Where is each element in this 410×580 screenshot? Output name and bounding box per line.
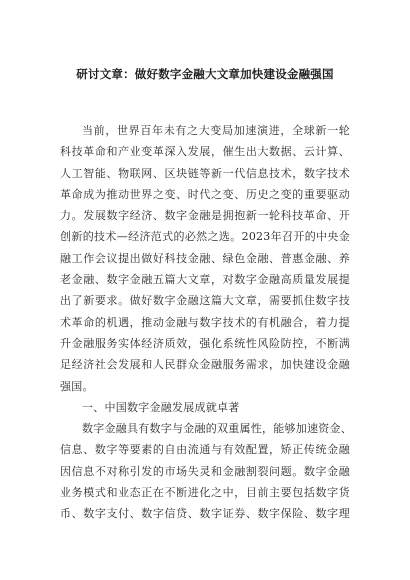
- paragraph-line: 老金融、数字金融五篇大文章，对数字金融高质量发展提: [60, 273, 350, 287]
- section-heading: 一、中国数字金融发展成就卓著: [82, 400, 240, 414]
- paragraph-line: 融工作会议提出做好科技金融、绿色金融、普惠金融、养: [60, 251, 350, 265]
- paragraph-line: 出了新要求。做好数字金融这篇大文章，需要抓住数字技: [60, 294, 350, 308]
- paragraph-line: 币、数字支付、数字信贷、数字证券、数字保险、数字理: [60, 507, 350, 521]
- paragraph-line: 足经济社会发展和人民群众金融服务需求，加快建设金融: [60, 358, 350, 372]
- paragraph-line: 升金融服务实体经济质效，强化系统性风险防控，不断满: [60, 336, 350, 350]
- paragraph-line: 术革命的机遇，推动金融与数字技术的有机融合，着力提: [60, 315, 350, 329]
- paragraph-line: 因信息不对称引发的市场失灵和金融割裂问题。数字金融: [60, 464, 350, 478]
- paragraph-line: 科技革命和产业变革深入发展，催生出大数据、云计算、: [60, 145, 350, 159]
- document-body: [60, 120, 350, 525]
- document-title: 研讨文章：做好数字金融大文章加快建设金融强国: [76, 67, 334, 81]
- paragraph-line: 革命成为推动世界之变、时代之变、历史之变的重要驱动: [60, 187, 350, 201]
- paragraph-line: 力。发展数字经济、数字金融是拥抱新一轮科技革命、开: [60, 209, 350, 223]
- paragraph-line: 数字金融具有数字与金融的双重属性，能够加速资金、: [82, 422, 352, 436]
- paragraph-line: 当前，世界百年未有之大变局加速演进，全球新一轮: [82, 124, 350, 137]
- paragraph-line: 业务模式和业态正在不断进化之中，目前主要包括数字货: [60, 486, 350, 500]
- paragraph-line: 人工智能、物联网、区块链等新一代信息技术，数字技术: [60, 166, 350, 180]
- paragraph-line: 强国。: [60, 379, 94, 393]
- paragraph-line: 信息、数字等要素的自由流通与有效配置，矫正传统金融: [60, 443, 350, 457]
- paragraph-line: 创新的技术—经济范式的必然之选。2023年召开的中央金: [60, 230, 350, 244]
